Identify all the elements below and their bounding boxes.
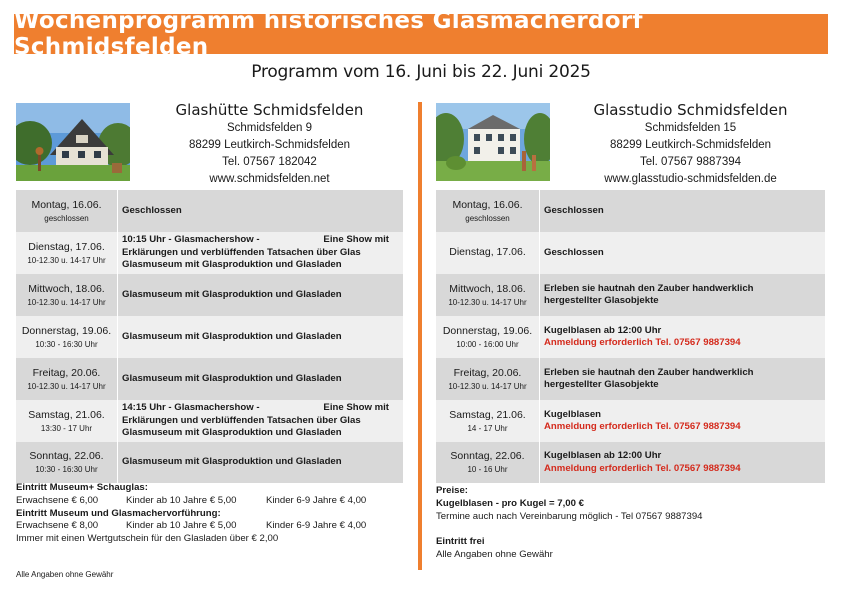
price-child-10: Kinder ab 10 Jahre € 5,00: [126, 520, 237, 532]
day-label: Mittwoch, 18.06.: [28, 282, 105, 295]
day-label: Freitag, 20.06.: [32, 366, 101, 379]
day-label: Mittwoch, 18.06.: [449, 282, 526, 295]
day-label: Freitag, 20.06.: [453, 366, 522, 379]
glashuette-schedule: [16, 190, 403, 483]
schedule-row: [436, 316, 825, 358]
event-text: Glasmuseum mit Glasproduktion und Glasladen: [122, 427, 342, 439]
day-label: Sonntag, 22.06.: [29, 450, 104, 462]
price-child-6-9: Kinder 6-9 Jahre € 4,00: [266, 520, 367, 532]
day-label: Samstag, 21.06.: [449, 408, 526, 421]
glashuette-photo: [16, 103, 130, 181]
free-entry: Eintritt frei: [436, 536, 485, 548]
venue-city: 88299 Leutkirch-Schmidsfelden: [609, 139, 772, 151]
glasstudio-photo: [436, 103, 550, 181]
event-text: Geschlossen: [544, 204, 604, 216]
event-text: Geschlossen: [544, 246, 604, 258]
price-adult: Erwachsene € 8,00: [16, 520, 99, 532]
day-label: Dienstag, 17.06.: [449, 246, 526, 258]
title-banner: [14, 8, 828, 60]
schedule-row: [436, 400, 825, 442]
glasstudio-address: [556, 100, 825, 188]
day-label: Montag, 16.06.: [31, 198, 102, 211]
venue-phone: Tel. 07567 9887394: [639, 156, 742, 168]
price-heading: Preise:: [436, 485, 468, 496]
event-text: hergestellter Glasobjekte: [544, 379, 659, 390]
schedule-row: [436, 442, 825, 483]
show-desc: Eine Show mit: [323, 234, 389, 246]
column-divider: [418, 102, 422, 570]
event-text: Glasmuseum mit Glasproduktion und Glasladen: [122, 288, 342, 300]
event-text: Erklärungen und verblüffenden Tatsachen über Glas: [122, 414, 361, 426]
glasstudio-schedule: [436, 190, 825, 483]
day-hours: 10-12.30 u. 14-17 Uhr: [448, 297, 527, 307]
day-hours: 10-12.30 u. 14-17 Uhr: [27, 255, 106, 265]
event-text: Kugelblasen ab 12:00 Uhr: [544, 450, 662, 461]
day-label: Montag, 16.06.: [452, 198, 523, 211]
price-heading: Eintritt Museum und Glasmachervorführung:: [16, 507, 221, 519]
glashuette-address: [136, 100, 403, 188]
event-text: Erleben sie hautnah den Zauber handwerklich: [544, 282, 754, 294]
page-title: Wochenprogramm historisches Glasmacherdorf Schmidsfelden: [14, 8, 643, 60]
schedule-row: [16, 274, 403, 316]
voucher-note: Immer mit einen Wertgutschein für den Glasladen über € 2,00: [16, 533, 279, 545]
day-hours: 13:30 - 17 Uhr: [40, 423, 93, 433]
day-label: Donnerstag, 19.06.: [21, 324, 112, 337]
show-time: 14:15 Uhr - Glasmachershow -: [122, 402, 260, 414]
venue-street: Schmidsfelden 15: [644, 122, 737, 134]
event-text: Kugelblasen: [544, 408, 602, 420]
schedule-row: [16, 400, 403, 442]
event-text: Glasmuseum mit Glasproduktion und Glasladen: [122, 330, 342, 342]
price-adult: Erwachsene € 6,00: [16, 494, 99, 506]
venue-name: Glasstudio Schmidsfelden: [593, 101, 788, 119]
day-label: Donnerstag, 19.06.: [442, 324, 533, 337]
day-hours: 10 - 16 Uhr: [467, 465, 508, 474]
price-child-10: Kinder ab 10 Jahre € 5,00: [126, 494, 237, 506]
venue-city: 88299 Leutkirch-Schmidsfelden: [188, 139, 351, 151]
schedule-row: [16, 442, 403, 483]
show-desc: Eine Show mit: [323, 402, 389, 414]
glasstudio-prices: [436, 485, 825, 562]
day-hours: 10:00 - 16:00 Uhr: [456, 339, 519, 349]
show-time: 10:15 Uhr - Glasmachershow -: [122, 234, 260, 246]
schedule-row: [436, 232, 825, 274]
event-text: Kugelblasen ab 12:00 Uhr: [544, 324, 662, 336]
price-row: [16, 520, 416, 533]
event-text: Erklärungen und verblüffenden Tatsachen über Glas: [122, 246, 361, 258]
price-row: [16, 495, 416, 508]
program-period: Programm vom 16. Juni bis 22. Juni 2025: [251, 62, 591, 82]
registration-note: Anmeldung erforderlich Tel. 07567 9887394: [544, 421, 741, 432]
venue-website[interactable]: www.schmidsfelden.net: [209, 173, 330, 185]
day-hours: 10-12.30 u. 14-17 Uhr: [27, 297, 106, 307]
schedule-row: [16, 316, 403, 358]
day-hours: 10:30 - 16:30 Uhr: [35, 339, 98, 349]
event-text: hergestellter Glasobjekte: [544, 295, 659, 306]
disclaimer: Alle Angaben ohne Gewähr: [436, 549, 553, 561]
event-text: Glasmuseum mit Glasproduktion und Glasladen: [122, 259, 342, 271]
glashuette-prices: [16, 482, 416, 546]
day-hours: 14 - 17 Uhr: [467, 423, 508, 433]
event-text: Glasmuseum mit Glasproduktion und Glasladen: [122, 456, 342, 468]
venue-phone: Tel. 07567 182042: [222, 156, 317, 168]
schedule-row: [16, 358, 403, 400]
registration-note: Anmeldung erforderlich Tel. 07567 9887394: [544, 462, 741, 474]
schedule-row: [436, 358, 825, 400]
kugel-price: Kugelblasen - pro Kugel = 7,00 €: [436, 497, 584, 509]
price-child-6-9: Kinder 6-9 Jahre € 4,00: [266, 494, 367, 506]
day-label: Dienstag, 17.06.: [28, 240, 105, 253]
day-hours: 10:30 - 16:30 Uhr: [35, 465, 98, 474]
venue-street: Schmidsfelden 9: [226, 122, 313, 134]
schedule-row: [436, 274, 825, 316]
day-hours: geschlossen: [465, 213, 510, 223]
schedule-row: [436, 190, 825, 232]
appointment-note: Termine auch nach Vereinbarung möglich - Tel 07567 9887394: [436, 510, 703, 522]
day-hours: 10-12.30 u. 14-17 Uhr: [448, 381, 527, 391]
day-hours: 10-12.30 u. 14-17 Uhr: [27, 381, 106, 391]
event-text: Geschlossen: [122, 204, 182, 216]
day-hours: geschlossen: [44, 213, 89, 223]
registration-note: Anmeldung erforderlich Tel. 07567 9887394: [544, 337, 741, 348]
day-label: Sonntag, 22.06.: [450, 450, 525, 462]
event-text: Erleben sie hautnah den Zauber handwerklich: [544, 366, 754, 378]
venue-website[interactable]: www.glasstudio-schmidsfelden.de: [604, 173, 777, 185]
venue-name: Glashütte Schmidsfelden: [175, 101, 364, 119]
event-text: Glasmuseum mit Glasproduktion und Glasladen: [122, 372, 342, 384]
price-heading: Eintritt Museum+ Schauglas:: [16, 482, 148, 493]
disclaimer: Alle Angaben ohne Gewähr: [16, 570, 114, 579]
schedule-row: [16, 232, 403, 274]
schedule-row: [16, 190, 403, 232]
day-label: Samstag, 21.06.: [28, 408, 105, 421]
